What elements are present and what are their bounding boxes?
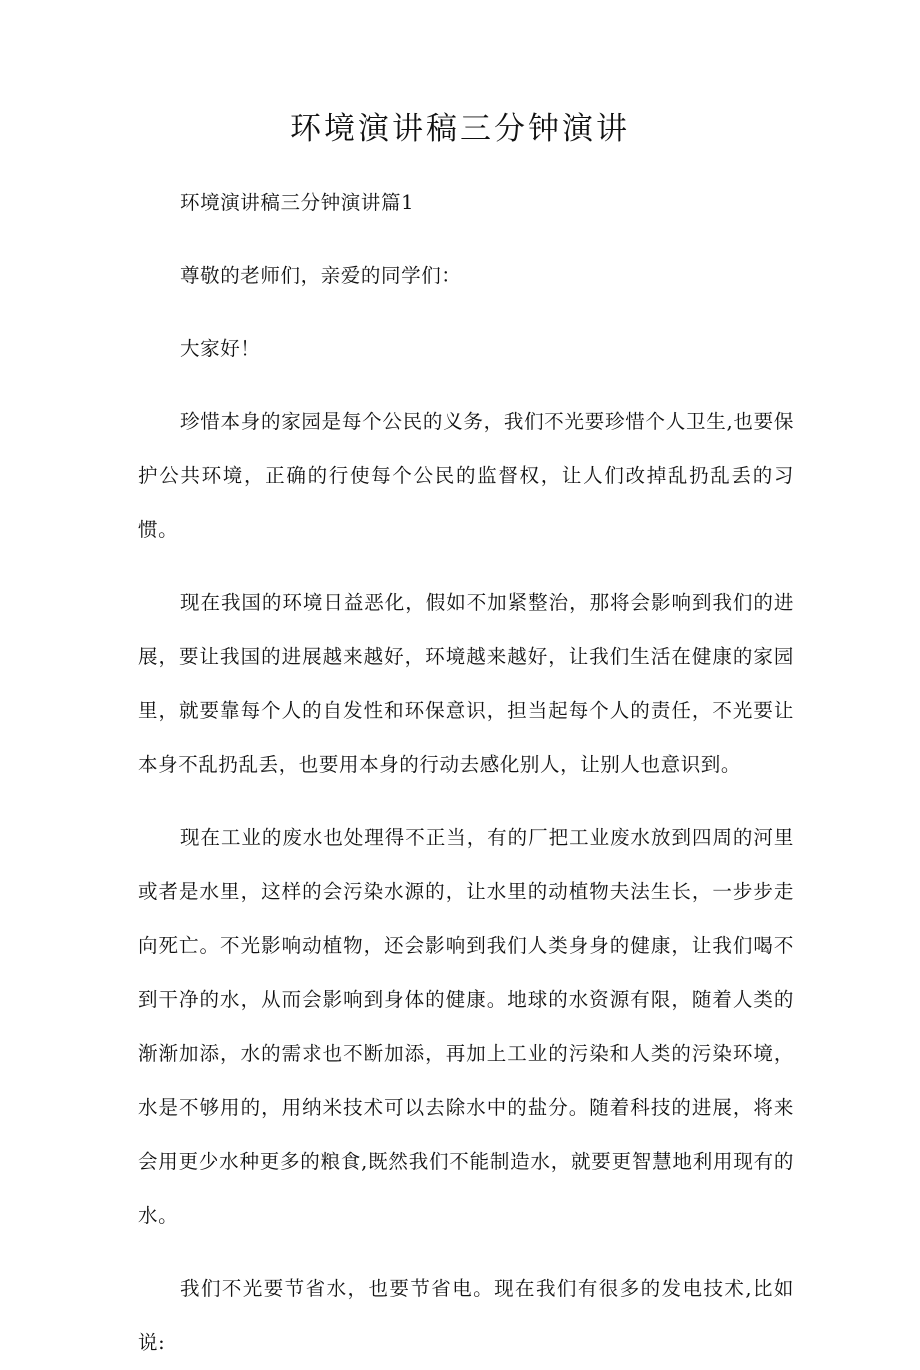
paragraph-body-4: 我们不光要节省水，也要节省电。现在我们有很多的发电技术,比如说: — [138, 1277, 794, 1354]
paragraph-body-2: 现在我国的环境日益恶化，假如不加紧整治，那将会影响到我们的进展，要让我国的进展越来越好，环境越来越好，让我们生活在健康的家园里，就要靠每个人的自发性和环保意识，担当起每个人的责任，不光要让本身不乱扔乱丢，也要用本身的行动去感化别人，让别人也意识到。 — [138, 591, 794, 776]
paragraph-section-heading: 环境演讲稿三分钟演讲篇1 — [180, 191, 415, 214]
document-body — [138, 176, 794, 1370]
paragraph-body-3: 现在工业的废水也处理得不正当，有的厂把工业废水放到四周的河里或者是水里，这样的会污染水源的，让水里的动植物夫法生长，一步步走向死亡。不光影响动植物，还会影响到我们人类身身的健康，让我们喝不到干净的水，从而会影响到身体的健康。地球的水资源有限，随着人类的渐渐加添，水的需求也不断加添，再加上工业的污染和人类的污染环境，水是不够用的，用纳米技术可以去除水中的盐分。随着科技的进展，将来会用更少水种更多的粮食,既然我们不能制造水，就要更智慧地利用现有的水。 — [138, 826, 794, 1227]
paragraph-greeting: 大家好！ — [180, 337, 261, 360]
paragraph-body-1: 珍惜本身的家园是每个公民的义务，我们不光要珍惜个人卫生,也要保护公共环境，正确的行使每个公民的监督权，让人们改掉乱扔乱丢的习惯。 — [138, 410, 794, 541]
document-title: 环境演讲稿三分钟演讲 — [290, 111, 630, 147]
paragraph-salutation: 尊敬的老师们，亲爱的同学们： — [180, 264, 462, 287]
